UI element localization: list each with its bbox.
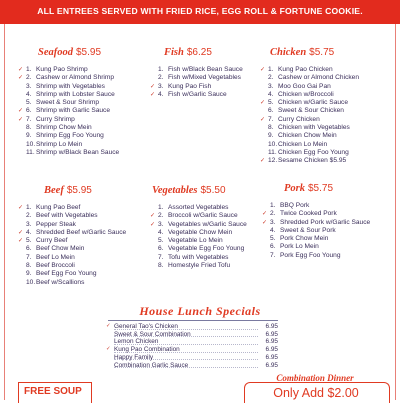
item-number: 3. — [26, 220, 32, 228]
item-name: Vegetable Egg Foo Young — [168, 245, 245, 253]
item-number: 5. — [26, 99, 32, 107]
menu-item — [18, 237, 126, 245]
item-number: 3. — [158, 220, 164, 228]
item-number: 8. — [26, 262, 32, 270]
left-border — [4, 24, 5, 400]
item-number: 7. — [26, 253, 32, 261]
item-number: 10. — [268, 140, 278, 148]
item-number: 1. — [158, 66, 164, 73]
menu-item — [150, 212, 247, 220]
checkmark-icon: ✓ — [262, 219, 268, 226]
item-number: 2. — [26, 212, 32, 220]
item-number: 11. — [268, 148, 277, 156]
house-lunch-row — [108, 346, 278, 354]
checkmark-icon: ✓ — [150, 221, 156, 228]
item-name: Tofu with Vegetables — [168, 253, 229, 261]
house-lunch-row — [108, 354, 278, 362]
item-name: Pepper Steak — [36, 220, 76, 228]
menu-item — [150, 229, 247, 237]
section-pork — [262, 178, 370, 260]
checkmark-icon: ✓ — [106, 323, 111, 329]
house-lunch-row — [108, 362, 278, 370]
menu-item — [260, 141, 359, 149]
item-number: 4. — [26, 90, 32, 98]
item-name: Shredded Beef w/Garlic Sauce — [36, 228, 127, 236]
item-name: Beef Lo Mein — [36, 253, 75, 261]
item-name: Shrimp with Garlic Sauce — [36, 107, 111, 115]
free-soup-label: FREE SOUP — [24, 386, 82, 397]
menu-item — [18, 91, 119, 99]
item-number: 3. — [268, 82, 274, 90]
house-lunch-name: Happy Family — [114, 353, 154, 361]
menu-item — [150, 237, 247, 245]
house-lunch-price: 6.95 — [265, 353, 278, 361]
item-name: Homestyle Fried Tofu — [168, 262, 231, 270]
menu-item — [260, 66, 359, 74]
item-number: 2. — [270, 210, 276, 218]
checkmark-icon: ✓ — [106, 346, 111, 353]
item-name: Cashew or Almond Shrimp — [36, 74, 115, 82]
house-lunch-price: 6.95 — [265, 323, 278, 330]
item-name: Chicken Egg Foo Young — [278, 148, 349, 156]
item-number: 10. — [26, 278, 36, 286]
menu-item — [262, 227, 370, 235]
menu-item — [262, 202, 370, 210]
house-lunch-price: 6.95 — [265, 361, 278, 369]
menu-item — [260, 107, 359, 115]
item-list — [150, 66, 243, 99]
item-name: Shrimp Chow Mein — [36, 124, 92, 132]
menu-item — [260, 74, 359, 82]
item-number: 2. — [158, 74, 164, 82]
menu-item — [150, 262, 247, 270]
item-name: Chicken w/Broccoli — [278, 90, 334, 98]
combination-offer: Only Add $2.00 — [273, 386, 359, 400]
menu-item — [18, 66, 119, 74]
house-lunch-name: General Tao's Chicken — [114, 323, 178, 330]
menu-item — [260, 124, 359, 132]
section-title: Chicken — [270, 47, 307, 58]
item-number: 6. — [268, 107, 274, 115]
menu-item — [260, 99, 359, 107]
section-title: Pork — [284, 183, 305, 194]
item-name: Curry Shrimp — [36, 115, 75, 123]
item-name: Chicken Lo Mein — [278, 140, 328, 148]
menu-item — [18, 83, 119, 91]
menu-item — [150, 83, 243, 91]
item-number: 10. — [26, 140, 36, 148]
item-list — [18, 66, 119, 157]
item-number: 7. — [158, 253, 164, 261]
item-number: 8. — [268, 124, 274, 132]
checkmark-icon: ✓ — [18, 238, 24, 245]
item-number: 8. — [26, 124, 32, 132]
item-name: Cashew or Almond Chicken — [278, 74, 359, 82]
section-title: Seafood — [38, 47, 73, 58]
item-number: 3. — [270, 218, 276, 226]
menu-item — [18, 149, 119, 157]
checkmark-icon: ✓ — [260, 158, 266, 165]
checkmark-icon: ✓ — [18, 205, 24, 211]
item-name: Pork Chow Mein — [280, 235, 329, 243]
menu-item — [262, 210, 370, 218]
item-number: 4. — [270, 226, 276, 234]
item-number: 6. — [270, 243, 276, 251]
item-name: Chicken w/Garlic Sauce — [278, 99, 348, 107]
item-name: Sweet & Sour Pork — [280, 226, 336, 234]
item-list — [262, 202, 370, 260]
item-name: Curry Chicken — [278, 115, 320, 123]
item-name: Twice Cooked Pork — [280, 210, 337, 218]
item-name: Assorted Vegetables — [168, 204, 229, 211]
house-lunch-title: House Lunch Specials — [139, 304, 261, 318]
house-lunch-name: Sweet & Sour Combination — [114, 330, 191, 338]
section-seafood — [18, 42, 119, 157]
menu-item — [18, 132, 119, 140]
item-name: Chicken with Vegetables — [278, 124, 350, 132]
item-name: Broccoli w/Garlic Sauce — [168, 212, 238, 220]
item-number: 9. — [26, 132, 32, 140]
menu-item — [18, 107, 119, 115]
menu-item — [262, 252, 370, 260]
item-number: 9. — [26, 270, 32, 278]
item-list — [18, 204, 126, 287]
section-title: Fish — [164, 47, 184, 58]
item-name: Vegetable Chow Mein — [168, 228, 233, 236]
menu-item — [18, 279, 126, 287]
item-number: 6. — [158, 245, 164, 253]
item-number: 2. — [268, 74, 274, 82]
item-name: Fish w/Mixed Vegetables — [168, 74, 241, 82]
section-fish — [150, 42, 243, 99]
menu-item — [18, 141, 119, 149]
menu-item — [18, 204, 126, 212]
item-name: Sweet & Sour Shrimp — [36, 99, 100, 107]
house-lunch-price: 6.95 — [265, 338, 278, 346]
checkmark-icon: ✓ — [262, 211, 268, 218]
item-name: Beef w/Scallions — [36, 278, 85, 286]
menu-item — [260, 91, 359, 99]
menu-item — [260, 132, 359, 140]
right-border — [395, 24, 396, 400]
item-list — [260, 66, 359, 166]
menu-item — [150, 221, 247, 229]
banner-text: ALL ENTREES SERVED WITH FRIED RICE, EGG ROLL & FORTUNE COOKIE. — [37, 6, 363, 16]
item-name: Sweet & Sour Chicken — [278, 107, 344, 115]
house-lunch-name: Kung Pao Combination — [114, 346, 180, 354]
item-number: 3. — [26, 82, 32, 90]
checkmark-icon: ✓ — [18, 229, 24, 236]
item-name: Shrimp with Lobster Sauce — [36, 90, 115, 98]
item-number: 8. — [158, 262, 164, 270]
item-name: Moo Goo Gai Pan — [278, 82, 331, 90]
checkmark-icon: ✓ — [150, 91, 156, 98]
house-lunch-row — [108, 323, 278, 331]
item-name: Chicken Chow Mein — [278, 132, 337, 140]
item-number: 7. — [26, 115, 32, 123]
menu-item — [262, 219, 370, 227]
menu-item — [260, 149, 359, 157]
section-title: Vegetables — [152, 185, 198, 196]
section-chicken — [260, 42, 359, 166]
item-name: Kung Pao Fish — [168, 82, 212, 90]
checkmark-icon: ✓ — [18, 75, 24, 82]
item-number: 4. — [158, 90, 164, 98]
section-price: $5.95 — [76, 47, 102, 58]
checkmark-icon: ✓ — [18, 108, 24, 115]
menu-item — [150, 245, 247, 253]
menu-item — [262, 243, 370, 251]
house-lunch-price: 6.95 — [265, 346, 278, 354]
menu-item — [150, 204, 247, 212]
menu-item — [18, 262, 126, 270]
house-lunch-price: 6.95 — [265, 330, 278, 338]
item-name: Shrimp Lo Mein — [36, 140, 83, 148]
item-name: BBQ Pork — [280, 202, 310, 209]
menu-item — [260, 83, 359, 91]
menu-item — [18, 74, 119, 82]
item-number: 5. — [158, 237, 164, 245]
section-price: $6.25 — [186, 47, 212, 58]
item-number: 5. — [26, 237, 32, 245]
top-banner — [0, 0, 400, 24]
checkmark-icon: ✓ — [260, 100, 266, 107]
item-number: 1. — [26, 204, 32, 211]
item-name: Beef with Vegetables — [36, 212, 98, 220]
menu-item — [18, 221, 126, 229]
section-price: $5.75 — [309, 47, 335, 58]
menu-item — [150, 74, 243, 82]
checkmark-icon: ✓ — [260, 67, 266, 73]
checkmark-icon: ✓ — [150, 213, 156, 220]
checkmark-icon: ✓ — [260, 116, 266, 123]
house-lunch-name: Combination Garlic Sauce — [114, 361, 189, 369]
item-number: 12. — [268, 157, 278, 165]
item-number: 2. — [158, 212, 164, 220]
item-number: 2. — [26, 74, 32, 82]
menu-item — [18, 124, 119, 132]
section-vegetables — [150, 180, 247, 270]
item-number: 3. — [158, 82, 164, 90]
item-name: Kung Pao Beef — [36, 204, 81, 211]
item-name: Fish w/Black Bean Sauce — [168, 66, 243, 73]
section-price: $5.50 — [200, 185, 226, 196]
menu-item — [150, 91, 243, 99]
house-lunch-row — [108, 338, 278, 346]
item-name: Kung Pao Chicken — [278, 66, 333, 73]
section-beef — [18, 180, 126, 287]
item-name: Vegetables w/Garlic Sauce — [168, 220, 247, 228]
item-name: Sesame Chicken $5.95 — [278, 157, 347, 165]
item-number: 7. — [270, 251, 276, 259]
item-name: Fish w/Garlic Sauce — [168, 90, 227, 98]
combination-title: Combination Dinner — [276, 373, 354, 383]
house-lunch-name: Lemon Chicken — [114, 338, 159, 346]
item-number: 1. — [270, 202, 276, 209]
menu-item — [150, 254, 247, 262]
checkmark-icon: ✓ — [18, 67, 24, 73]
item-number: 4. — [158, 228, 164, 236]
item-name: Curry Beef — [36, 237, 68, 245]
menu-item — [150, 66, 243, 74]
item-name: Shrimp with Vegetables — [36, 82, 105, 90]
house-lunch-row — [108, 331, 278, 339]
menu-item — [262, 235, 370, 243]
item-name: Shredded Pork w/Garlic Sauce — [280, 218, 371, 226]
menu-item — [18, 254, 126, 262]
menu-item — [18, 212, 126, 220]
item-number: 1. — [158, 204, 164, 211]
house-lunch-divider — [108, 320, 278, 321]
checkmark-icon: ✓ — [150, 83, 156, 90]
checkmark-icon: ✓ — [18, 116, 24, 123]
item-name: Vegetable Lo Mein — [168, 237, 223, 245]
item-number: 7. — [268, 115, 274, 123]
item-number: 6. — [26, 107, 32, 115]
item-number: 4. — [268, 90, 274, 98]
item-list — [150, 204, 247, 270]
menu-item — [18, 229, 126, 237]
section-price: $5.75 — [308, 183, 334, 194]
item-name: Beef Broccoli — [36, 262, 75, 270]
item-name: Shrimp w/Black Bean Sauce — [36, 148, 120, 156]
item-name: Pork Lo Mein — [280, 243, 319, 251]
item-number: 1. — [26, 66, 32, 73]
item-number: 5. — [268, 99, 274, 107]
item-number: 11. — [26, 148, 35, 156]
menu-item — [260, 116, 359, 124]
item-number: 5. — [270, 235, 276, 243]
item-name: Beef Chow Mein — [36, 245, 85, 253]
section-title: Beef — [44, 185, 64, 196]
item-number: 1. — [268, 66, 274, 73]
menu-item — [18, 270, 126, 278]
item-name: Pork Egg Foo Young — [280, 251, 341, 259]
item-name: Beef Egg Foo Young — [36, 270, 97, 278]
item-number: 9. — [268, 132, 274, 140]
item-number: 6. — [26, 245, 32, 253]
menu-item — [18, 245, 126, 253]
menu-item — [18, 116, 119, 124]
item-name: Kung Pao Shrimp — [36, 66, 88, 73]
item-name: Shrimp Egg Foo Young — [36, 132, 104, 140]
section-price: $5.95 — [66, 185, 92, 196]
item-number: 4. — [26, 228, 32, 236]
menu-item — [260, 157, 359, 165]
menu-item — [18, 99, 119, 107]
